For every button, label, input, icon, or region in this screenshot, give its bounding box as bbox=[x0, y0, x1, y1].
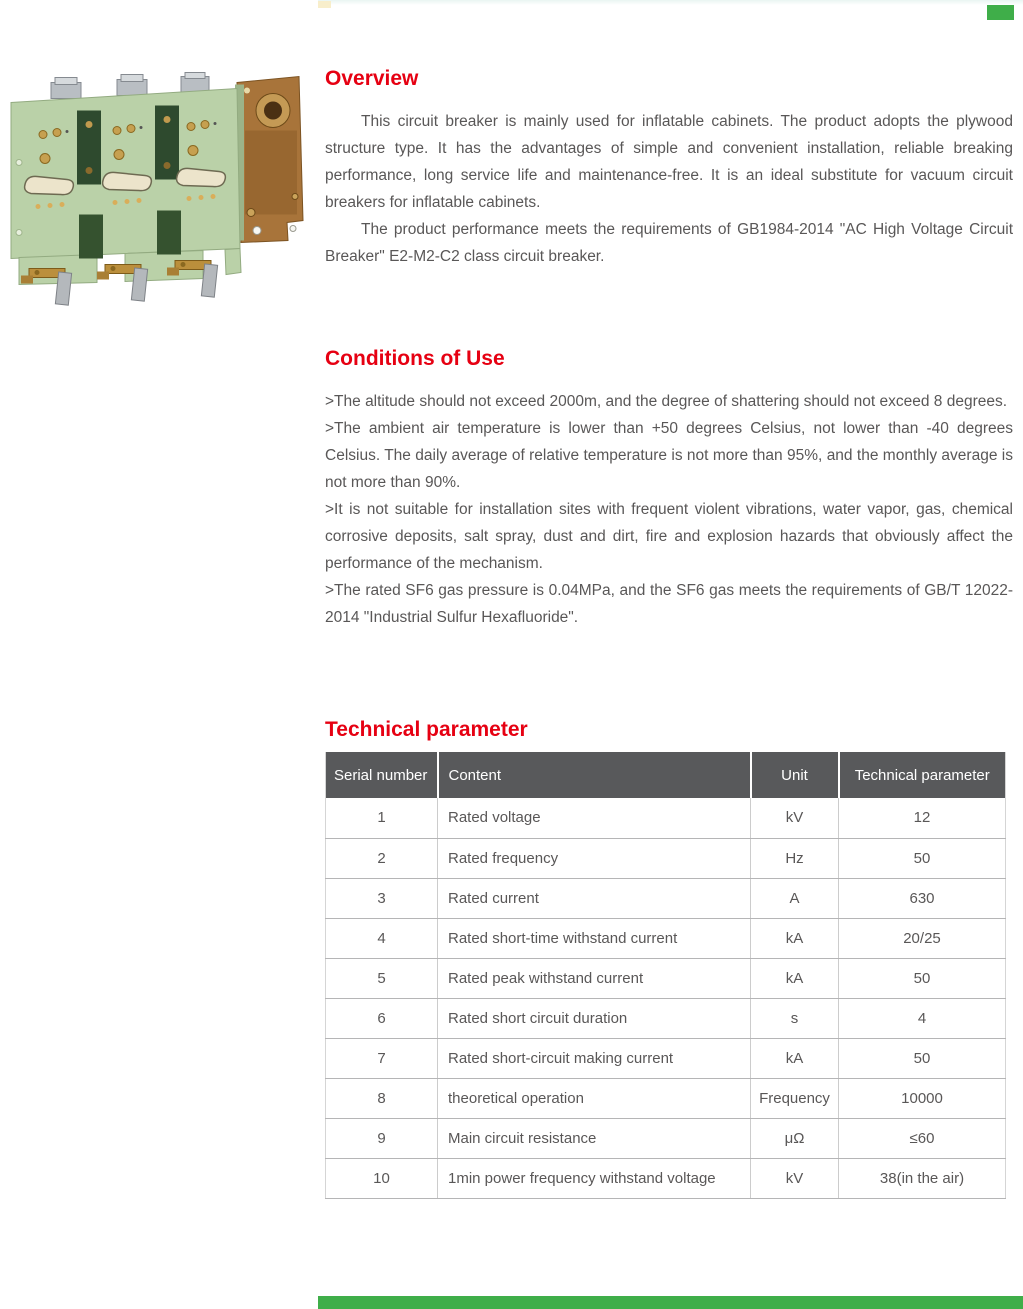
parameter-cell: 4 bbox=[839, 998, 1006, 1038]
condition-item: >The rated SF6 gas pressure is 0.04MPa, and the SF6 gas meets the requirements of GB/T 12022-2014 "Industrial Sulfur Hexafluoride". bbox=[325, 582, 1013, 626]
product-photo bbox=[5, 70, 313, 310]
serial-cell: 2 bbox=[326, 838, 438, 878]
parameter-cell: 50 bbox=[839, 1038, 1006, 1078]
serial-cell: 4 bbox=[326, 918, 438, 958]
table-row bbox=[326, 838, 1006, 878]
serial-cell: 9 bbox=[326, 1118, 438, 1158]
parameter-cell: 12 bbox=[839, 798, 1006, 838]
overview-paragraph: This circuit breaker is mainly used for inflatable cabinets. The product adopts the plywood structure type. It has the advantages of simple and convenient installation, reliable breaking performance, long service life and maintenance-free. It is an ideal substitute for vacuum circuit breakers for inflatable cabinets. bbox=[325, 113, 1013, 211]
serial-cell: 10 bbox=[326, 1158, 438, 1198]
technical-section bbox=[325, 717, 1013, 1199]
header-technical-parameter: Technical parameter bbox=[839, 752, 1006, 798]
content-cell: Rated frequency bbox=[438, 838, 751, 878]
content-cell: Rated short-time withstand current bbox=[438, 918, 751, 958]
condition-item: >The ambient air temperature is lower than +50 degrees Celsius, not lower than -40 degrees Celsius. The daily average of relative temperature is not more than 95%, and the monthly average is not more than 90%. bbox=[325, 420, 1013, 491]
table-body bbox=[326, 798, 1006, 1198]
parameter-cell: 20/25 bbox=[839, 918, 1006, 958]
unit-cell: A bbox=[751, 878, 839, 918]
content-cell: Rated peak withstand current bbox=[438, 958, 751, 998]
unit-cell: μΩ bbox=[751, 1118, 839, 1158]
parameter-cell: 38(in the air) bbox=[839, 1158, 1006, 1198]
content-cell: Rated short-circuit making current bbox=[438, 1038, 751, 1078]
content-cell: Main circuit resistance bbox=[438, 1118, 751, 1158]
table-row bbox=[326, 998, 1006, 1038]
header-content: Content bbox=[438, 752, 751, 798]
serial-cell: 5 bbox=[326, 958, 438, 998]
content-cell: theoretical operation bbox=[438, 1078, 751, 1118]
unit-cell: kV bbox=[751, 1158, 839, 1198]
content-cell: Rated voltage bbox=[438, 798, 751, 838]
unit-cell: kA bbox=[751, 958, 839, 998]
parameter-cell: 50 bbox=[839, 958, 1006, 998]
technical-parameter-title: Technical parameter bbox=[325, 718, 528, 741]
header-serial-number: Serial number bbox=[326, 752, 438, 798]
conditions-title: Conditions of Use bbox=[325, 347, 505, 370]
table-row bbox=[326, 1038, 1006, 1078]
table-row bbox=[326, 1078, 1006, 1118]
unit-cell: kA bbox=[751, 1038, 839, 1078]
serial-cell: 3 bbox=[326, 878, 438, 918]
serial-cell: 8 bbox=[326, 1078, 438, 1118]
unit-cell: kV bbox=[751, 798, 839, 838]
header-unit: Unit bbox=[751, 752, 839, 798]
condition-item: >The altitude should not exceed 2000m, and the degree of shattering should not exceed 8 degrees. bbox=[325, 393, 1008, 410]
overview-title: Overview bbox=[325, 67, 419, 90]
bottom-green-bar bbox=[318, 1296, 1023, 1309]
unit-cell: Hz bbox=[751, 838, 839, 878]
table-row bbox=[326, 798, 1006, 838]
parameter-cell: ≤60 bbox=[839, 1118, 1006, 1158]
overview-section bbox=[325, 66, 1013, 270]
technical-parameter-table bbox=[325, 752, 1006, 1199]
table-row bbox=[326, 878, 1006, 918]
table-row bbox=[326, 1118, 1006, 1158]
condition-item: >It is not suitable for installation sites with frequent violent vibrations, water vapor, gas, chemical corrosive deposits, salt spray, dust and dirt, fire and explosion hazards that obviously affect the performance of the mechanism. bbox=[325, 501, 1013, 572]
content-cell: 1min power frequency withstand voltage bbox=[438, 1158, 751, 1198]
parameter-cell: 50 bbox=[839, 838, 1006, 878]
serial-cell: 6 bbox=[326, 998, 438, 1038]
content-column bbox=[325, 0, 1013, 1199]
conditions-section bbox=[325, 346, 1013, 631]
unit-cell: Frequency bbox=[751, 1078, 839, 1118]
table-row bbox=[326, 1158, 1006, 1198]
unit-cell: kA bbox=[751, 918, 839, 958]
bracket bbox=[235, 77, 303, 243]
overview-paragraph: The product performance meets the requirements of GB1984-2014 "AC High Voltage Circuit Breaker" E2-M2-C2 class circuit breaker. bbox=[325, 221, 1013, 265]
table-header bbox=[326, 752, 1006, 798]
parameter-cell: 630 bbox=[839, 878, 1006, 918]
content-cell: Rated current bbox=[438, 878, 751, 918]
circuit-breaker-image bbox=[5, 70, 313, 310]
serial-cell: 7 bbox=[326, 1038, 438, 1078]
table-row bbox=[326, 918, 1006, 958]
unit-cell: s bbox=[751, 998, 839, 1038]
serial-cell: 1 bbox=[326, 798, 438, 838]
parameter-cell: 10000 bbox=[839, 1078, 1006, 1118]
content-cell: Rated short circuit duration bbox=[438, 998, 751, 1038]
table-row bbox=[326, 958, 1006, 998]
